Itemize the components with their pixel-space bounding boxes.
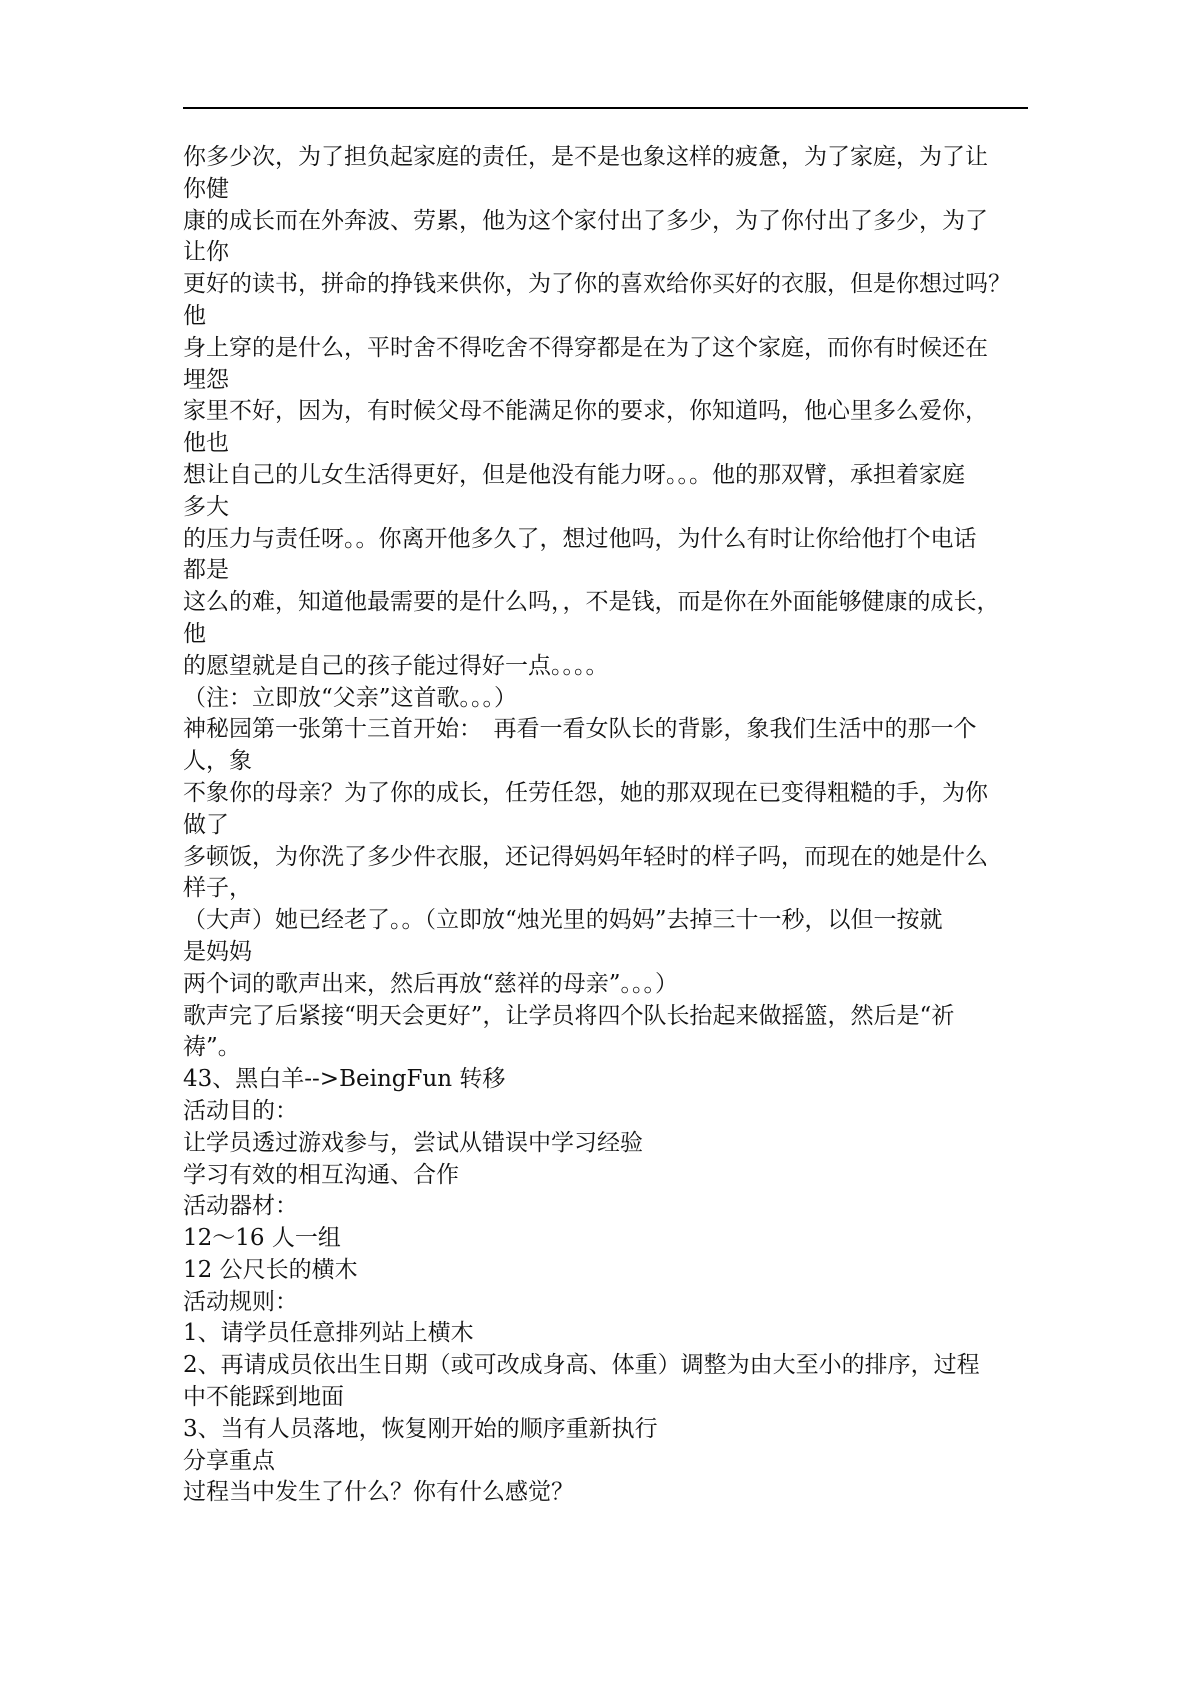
text-line: 歌声完了后紧接“明天会更好”，让学员将四个队长抬起来做摇篮，然后是“祈 — [183, 1002, 955, 1029]
text-line: 做了 — [183, 811, 229, 838]
text-line: 43、黑白羊-->BeingFun 转移 — [183, 1066, 506, 1093]
text-line: 1、请学员任意排列站上横木 — [183, 1320, 474, 1347]
text-line: 他也 — [183, 430, 229, 457]
text-line: 想让自己的儿女生活得更好，但是他没有能力呀。。。他的那双臂，承担着家庭 — [183, 461, 965, 488]
text-line: （大声）她已经老了。。（立即放“烛光里的妈妈”去掉三十一秒，以但一按就 — [183, 907, 943, 934]
text-line: 这么的难，知道他最需要的是什么吗，，不是钱，而是你在外面能够健康的成长， — [183, 589, 1000, 616]
text-line: 12～16 人一组 — [183, 1225, 341, 1252]
text-line: 让你 — [183, 239, 229, 266]
text-line: 活动目的： — [183, 1097, 298, 1124]
text-line: 分享重点 — [183, 1447, 275, 1474]
text-line: 两个词的歌声出来，然后再放“慈祥的母亲”。。。） — [183, 970, 679, 997]
text-line: 2、再请成员依出生日期（或可改成身高、体重）调整为由大至小的排序，过程 — [183, 1352, 980, 1379]
text-line: 人，象 — [183, 748, 252, 775]
text-line: 多顿饭，为你洗了多少件衣服，还记得妈妈年轻时的样子吗，而现在的她是什么 — [183, 843, 988, 870]
text-line: 他 — [183, 302, 206, 329]
text-line: 多大 — [183, 493, 229, 520]
text-line: （注：立即放“父亲”这首歌。。。） — [183, 684, 518, 711]
text-line: 更好的读书，拼命的挣钱来供你，为了你的喜欢给你买好的衣服，但是你想过吗？ — [183, 271, 1011, 298]
text-line: 康的成长而在外奔波、劳累，他为这个家付出了多少，为了你付出了多少，为了 — [183, 207, 988, 234]
text-line: 神秘园第一张第十三首开始： 再看一看女队长的背影，象我们生活中的那一个 — [183, 716, 977, 743]
text-line: 样子， — [183, 875, 252, 902]
text-line: 活动规则： — [183, 1288, 298, 1315]
text-line: 祷”。 — [183, 1034, 241, 1061]
text-line: 12 公尺长的横木 — [183, 1256, 358, 1283]
text-line: 过程当中发生了什么？你有什么感觉？ — [183, 1479, 574, 1506]
document-body — [183, 142, 1028, 1509]
text-line: 你健 — [183, 175, 229, 202]
text-line: 的愿望就是自己的孩子能过得好一点。。。。 — [183, 652, 609, 679]
text-line: 不象你的母亲？为了你的成长，任劳任怨，她的那双现在已变得粗糙的手，为你 — [183, 779, 988, 806]
text-line: 让学员透过游戏参与，尝试从错误中学习经验 — [183, 1129, 643, 1156]
text-line: 身上穿的是什么，平时舍不得吃舍不得穿都是在为了这个家庭，而你有时候还在 — [183, 334, 988, 361]
text-line: 中不能踩到地面 — [183, 1384, 344, 1411]
text-line: 学习有效的相互沟通、合作 — [183, 1161, 459, 1188]
text-line: 是妈妈 — [183, 938, 252, 965]
text-line: 你多少次，为了担负起家庭的责任，是不是也象这样的疲惫，为了家庭，为了让 — [183, 144, 988, 170]
text-line: 家里不好，因为，有时候父母不能满足你的要求，你知道吗，他心里多么爱你， — [183, 398, 988, 425]
text-line: 3、当有人员落地，恢复刚开始的顺序重新执行 — [183, 1415, 658, 1442]
text-line: 活动器材： — [183, 1193, 298, 1220]
text-line: 的压力与责任呀。。你离开他多久了，想过他吗，为什么有时让你给他打个电话 — [183, 525, 977, 552]
text-line: 埋怨 — [183, 366, 229, 393]
text-line: 他 — [183, 620, 206, 647]
text-line: 都是 — [183, 557, 229, 584]
header-rule — [183, 107, 1028, 109]
